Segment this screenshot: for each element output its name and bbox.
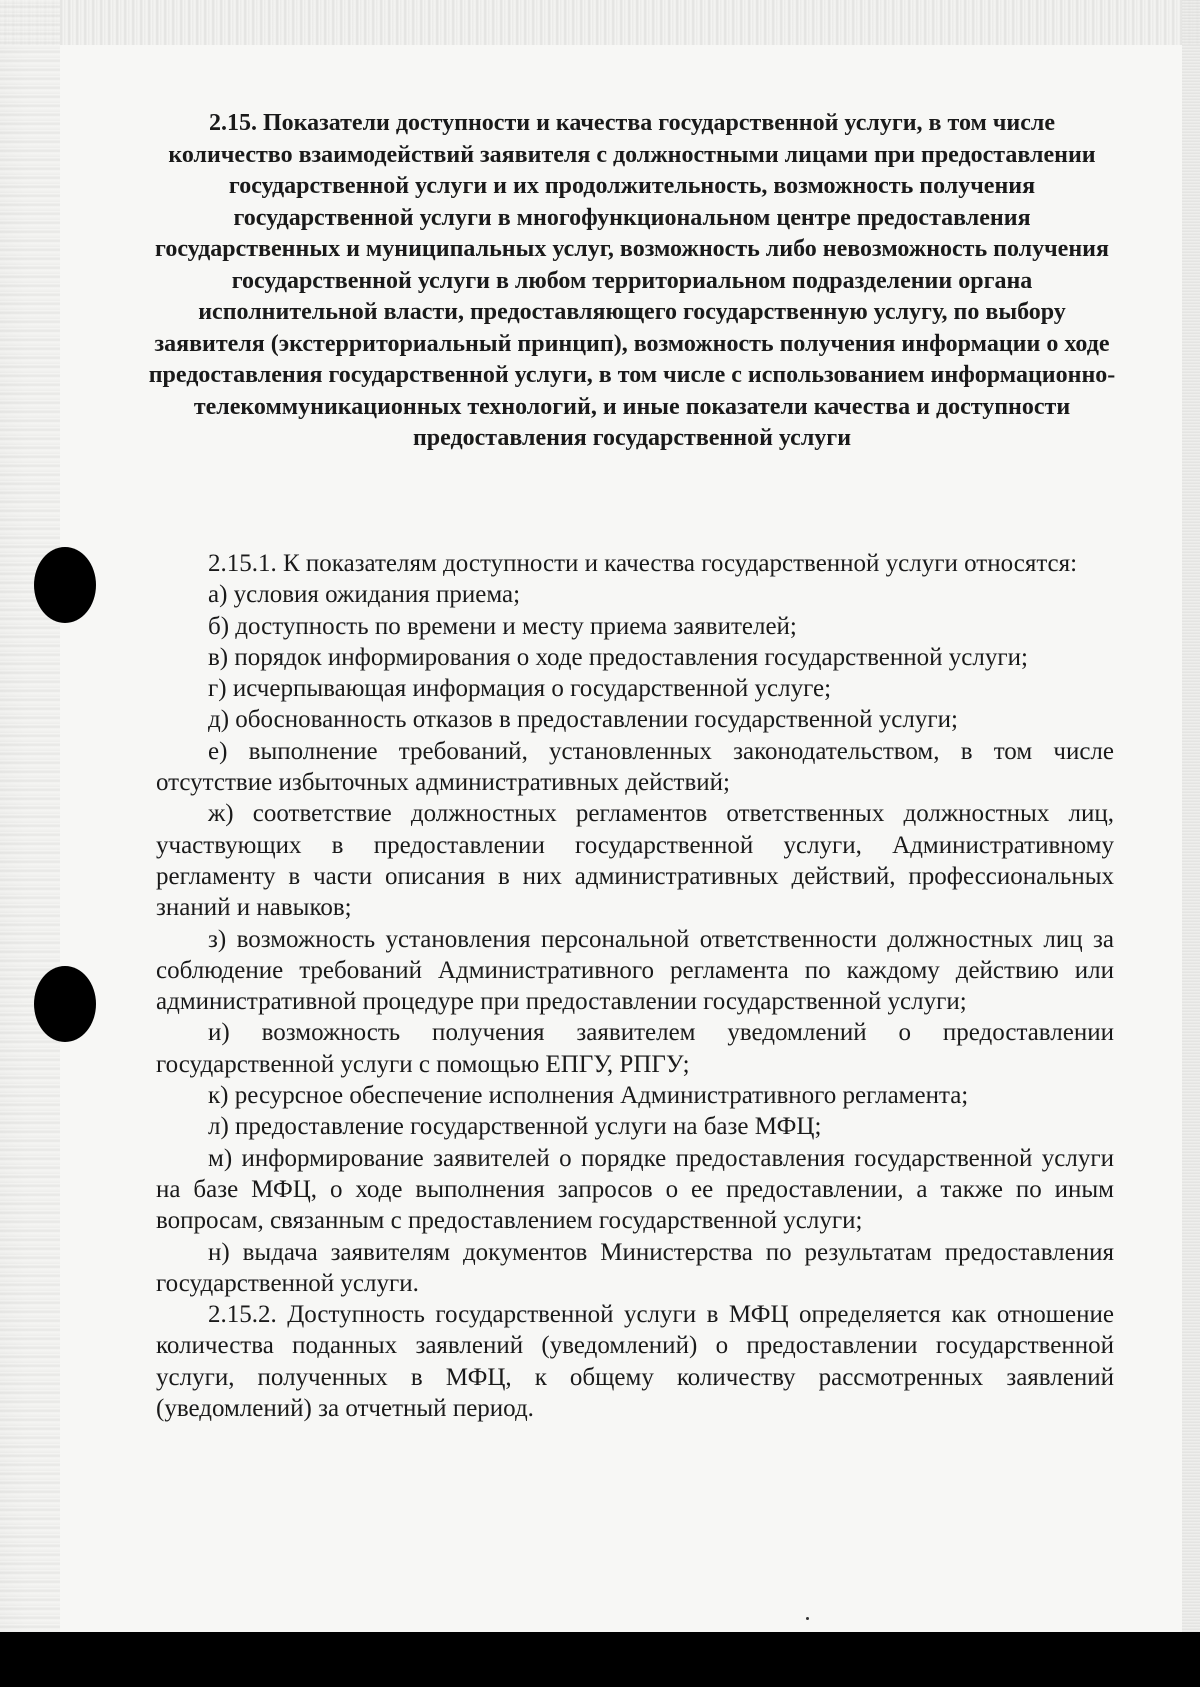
scan-edge-left	[0, 0, 60, 1687]
punch-hole-upper	[34, 547, 96, 623]
list-item-k: к) ресурсное обеспечение исполнения Административного регламента;	[208, 1082, 969, 1110]
list-item-zh: ж) соответствие должностных регламентов ответственных должностных лиц, участвующих в предоставлении государственной услуги, Административному регламенту в части описания в них административных действий, профессиональных знаний и навыков;	[156, 800, 1114, 922]
list-item-v: в) порядок информирования о ходе предоставления государственной услуги;	[208, 643, 1028, 671]
section-heading: 2.15. Показатели доступности и качества государственной услуги, в том числе количество взаимодействий заявителя с должностными лицами при предоставлении государственной услуги и их продолжительность, возможность получения государственной услуги в многофункциональном центре предоставления государственных и муниципальных услуг, возможность либо невозможность получения государственной услуги в любом территориальном подразделении органа исполнительной власти, предоставляющего государственную услугу, по выбору заявителя (экстерриториальный принцип), возможность получения информации о ходе предоставления государственной услуги, в том числе с использованием информационно-телекоммуникационных технологий, и иные показатели качества и доступности предоставления государственной услуги	[148, 110, 1116, 451]
list-item-d: д) обоснованность отказов в предоставлении государственной услуги;	[208, 706, 958, 734]
list-item-g: г) исчерпывающая информация о государственной услуге;	[208, 675, 832, 703]
list-item-b: б) доступность по времени и месту приема заявителей;	[208, 612, 797, 640]
punch-hole-lower	[34, 966, 96, 1042]
list-item-l: л) предоставление государственной услуги на базе МФЦ;	[208, 1113, 822, 1141]
list-item-z: з) возможность установления персональной ответственности должностных лиц за соблюдение требований Административного регламента по каждому действию или административной процедуре при предоставлении государственной услуги;	[156, 925, 1114, 1016]
scan-edge-top	[0, 0, 1200, 45]
list-item-n: н) выдача заявителям документов Министерства по результатам предоставления государственной услуги.	[156, 1238, 1114, 1297]
paragraph-2-15-1: 2.15.1. К показателям доступности и качества государственной услуги относятся:	[208, 550, 1078, 577]
scan-edge-right	[1182, 0, 1200, 1687]
body-text	[156, 548, 1114, 1424]
list-item-i: и) возможность получения заявителем уведомлений о предоставлении государственной услуги с помощью ЕПГУ, РПГУ;	[156, 1019, 1114, 1078]
list-item-e: е) выполнение требований, установленных законодательством, в том числе отсутствие избыточных административных действий;	[156, 737, 1114, 797]
list-item-m: м) информирование заявителей о порядке предоставления государственной услуги на базе МФЦ, о ходе выполнения запросов о ее предоставлении, а также по иным вопросам, связанным с предоставлением государственной услуги;	[156, 1144, 1114, 1235]
list-item-a: а) условия ожидания приема;	[208, 581, 521, 609]
scan-speck	[806, 1617, 809, 1620]
scan-bottom-border	[0, 1632, 1200, 1687]
paragraph-2-15-2: 2.15.2. Доступность государственной услуги в МФЦ определяется как отношение количества поданных заявлений (уведомлений) о предоставлении государственной услуги, полученных в МФЦ, к общему количеству рассмотренных заявлений (уведомлений) за отчетный период.	[156, 1301, 1114, 1423]
